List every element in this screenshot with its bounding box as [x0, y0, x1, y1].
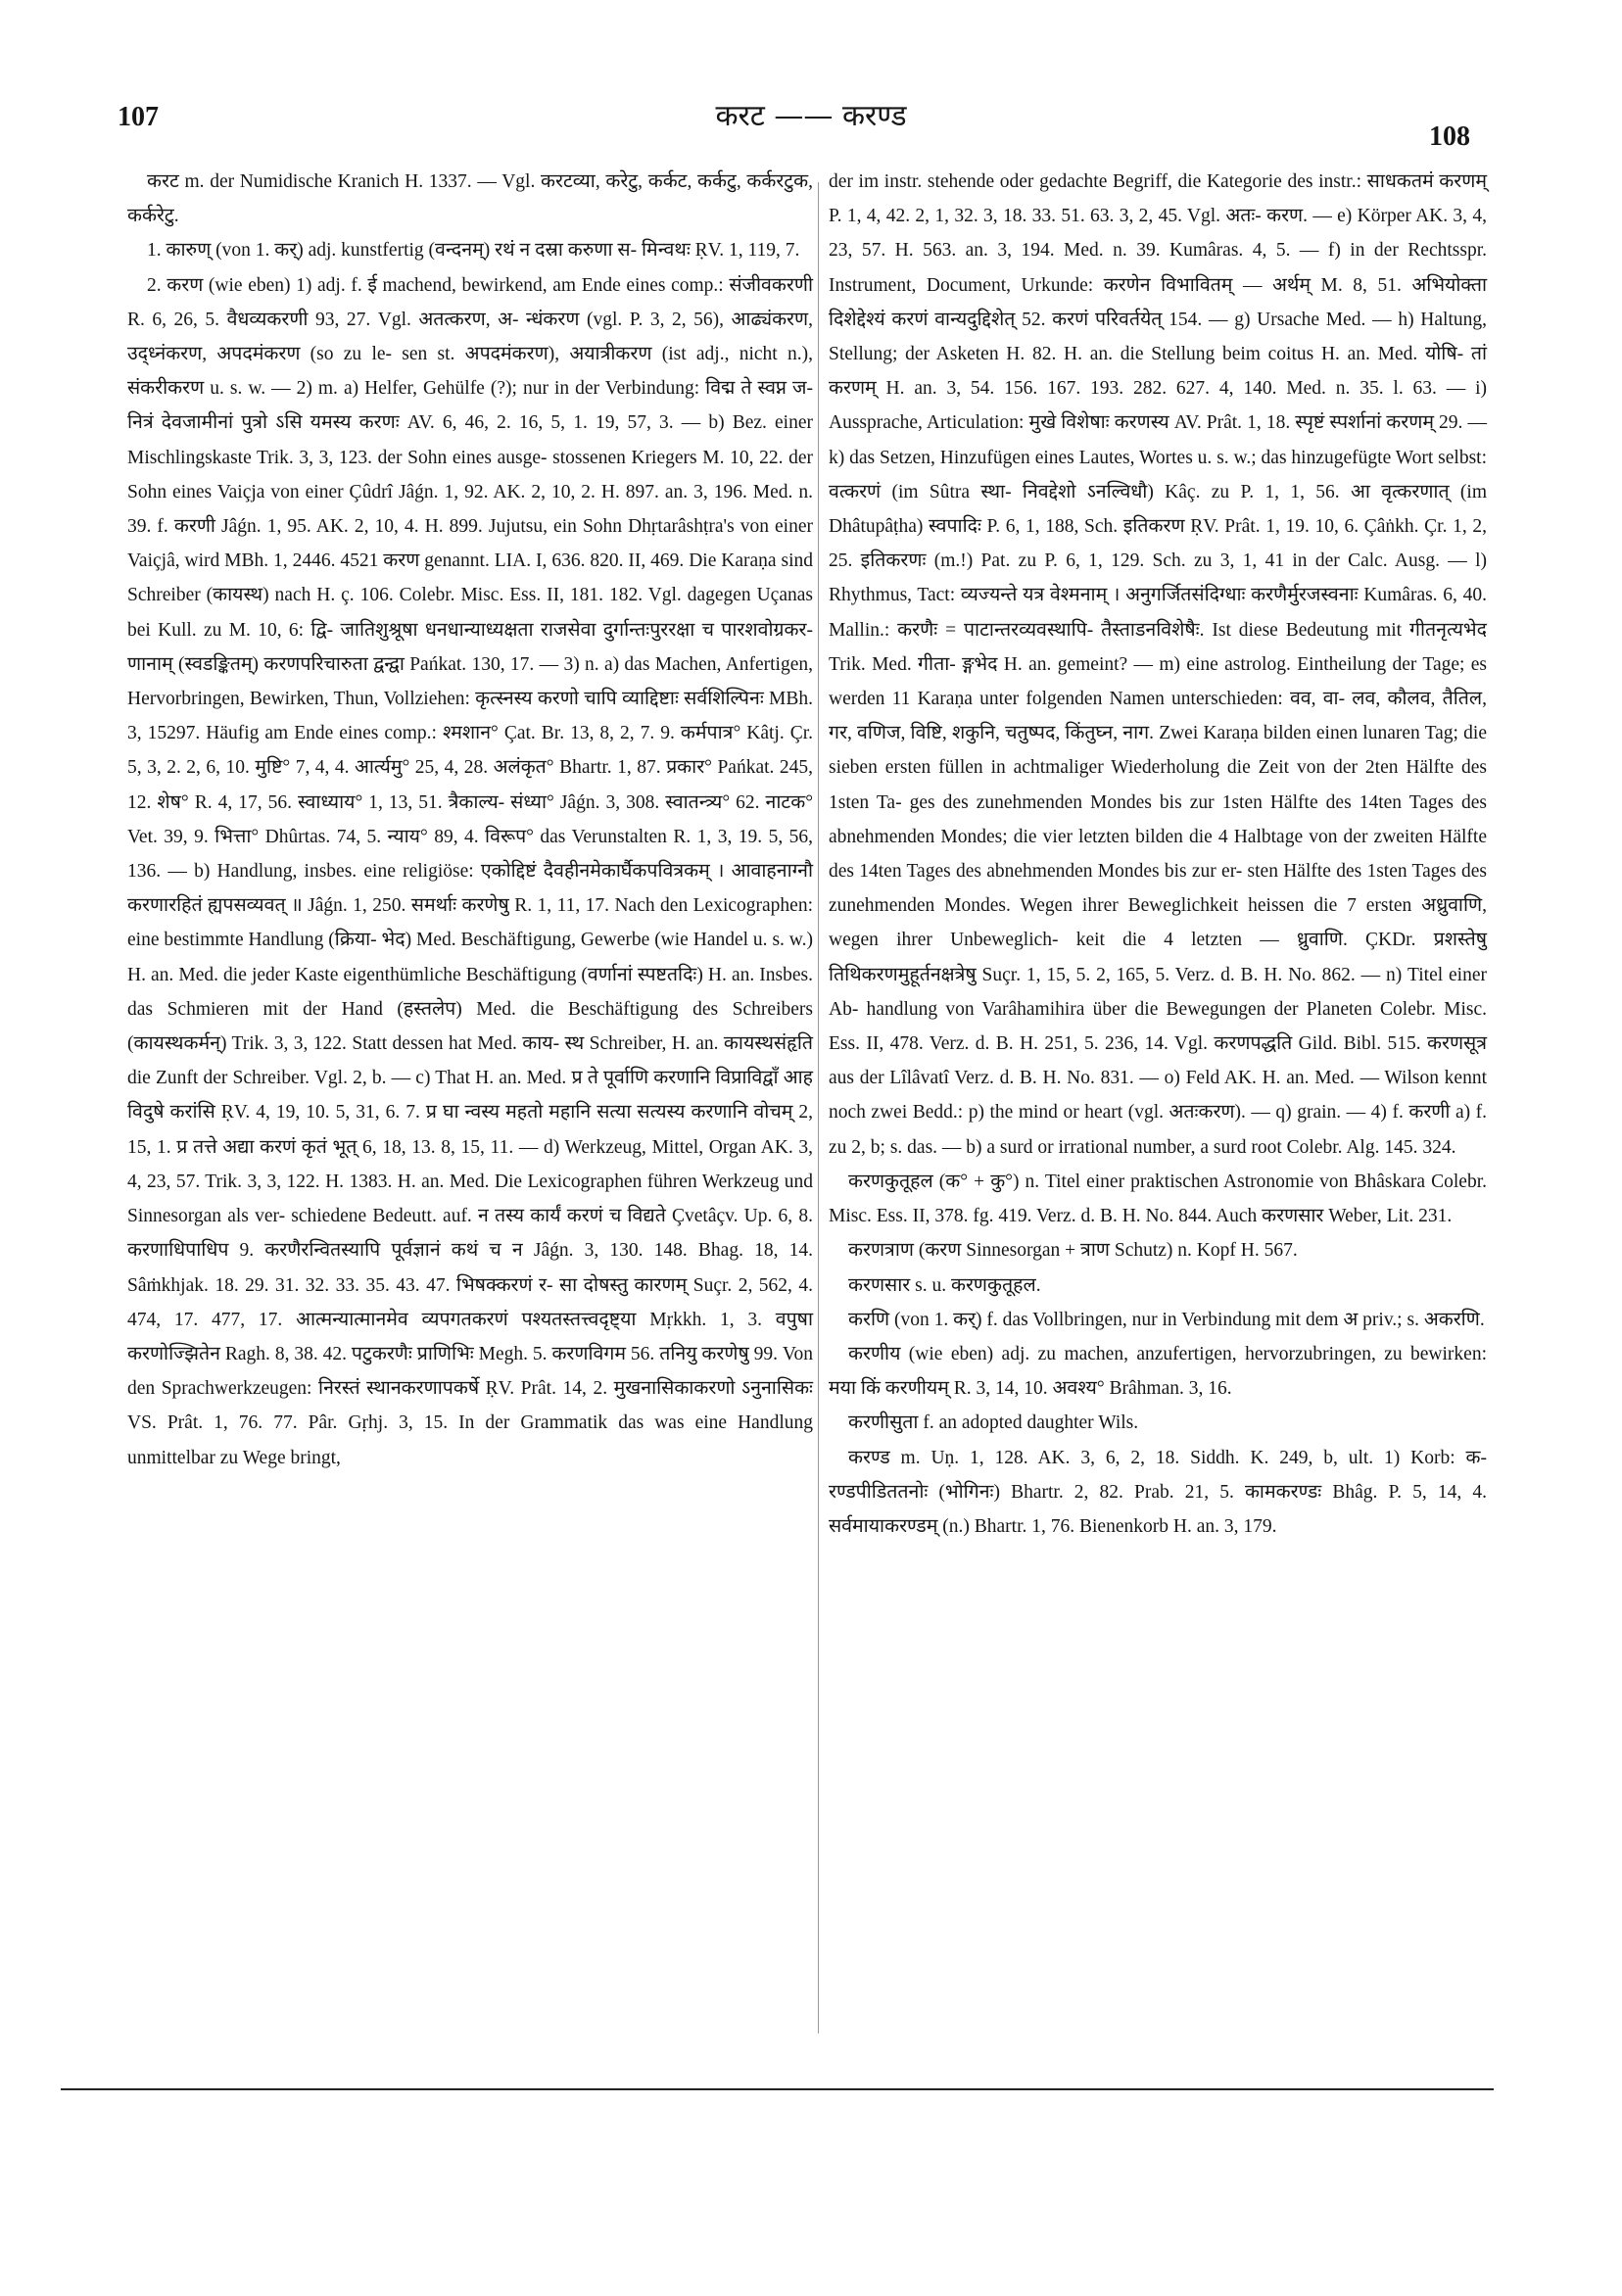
entry-karana: 2. करण (wie eben) 1) adj. f. ई machend, bewirkend, am Ende eines comp.: संजीवकरणी R. 6, 26, 5. वैधव्यकरणी 93, 27. Vgl. अतत्करण, अ- न्धंकरण (vgl. P. 3, 2, 56), आढ्यंकरण, उद्ध्नंकरण, अपदमंकरण (so zu le- sen st. अपदमंकरण), अयात्रीकरण (ist adj., nicht n.), संकरीकरण u. s. w. — 2) m. a) Helfer, Gehülfe (?); nur in der Verbindung: विद्म ते स्वप्न ज- नित्रं देवजामीनां पुत्रो ऽसि यमस्य करणः AV. 6, 46, 2. 16, 5, 1. 19, 57, 3. — b) Bez. einer Mischlingskaste Trik. 3, 3, 123. der Sohn eines ausge- stossenen Kriegers M. 10, 22. der Sohn eines Vaiçja von einer Çûdrî Jâǵn. 1, 92. AK. 2, 10, 2. H. 897. an. 3, 196. Med. n. 39. f. करणी Jâǵn. 1, 95. AK. 2, 10, 4. H. 899. Jujutsu, ein Sohn Dhṛtarâshṭra's von einer Vaiçjâ, wird MBh. 1, 2446. 4521 करण genannt. LIA. I, 636. 820. II, 469. Die Karaṇa sind Schreiber (कायस्थ) nach H. ç. 106. Colebr. Misc. Ess. II, 181. 182. Vgl. dagegen Uçanas bei Kull. zu M. 10, 6: द्वि- जातिशुश्रूषा धनधान्याध्यक्षता राजसेवा दुर्गान्तःपुररक्षा च पारशवोग्रकर- णानाम् (स्वडङ्कितम्) करणपरिचारुता द्वन्द्वा Pańkat. 130, 17. — 3) n. a) das Machen, Anfertigen, Hervorbringen, Bewirken, Thun, Vollziehen: कृत्स्नस्य करणो चापि व्याद्दिष्टाः सर्वशिल्पिनः MBh. 3, 15297. Häufig am Ende eines comp.: श्मशान° Çat. Br. 13, 8, 2, 7. 9. कर्मपात्र° Kâtj. Çr. 5, 3, 2. 2, 6, 10. मुष्टि° 7, 4, 4. आर्त्यमु° 25, 4, 28. अलंकृत° Bhartr. 1, 87. प्रकार° Pańkat. 245, 12. शेष° R. 4, 17, 56. स्वाध्याय° 1, 13, 51. त्रैकाल्य- संध्या° Jâǵn. 3, 308. स्वातन्त्र्य° 62. नाटक° Vet. 39, 9. भित्ता° Dhûrtas. 74, 5. न्याय° 89, 4. विरूप° das Verunstalten R. 1, 3, 19. 5, 56, 136. — b) Handlung, insbes. eine religiöse: एकोद्दिष्टं दैवहीनमेकार्घैकपवित्रकम् । आवाहनाग्नौ करणारहितं ह्यपसव्यवत् ॥ Jâǵn. 1, 250. समर्थाः करणेषु R. 1, 11, 17. Nach den Lexicographen: eine bestimmte Handlung (क्रिया- भेद) Med. Beschäftigung, Gewerbe (wie Handel u. s. w.) H. an. Med. die jeder Kaste eigenthümliche Beschäftigung (वर्णानां स्पष्टतदिः) H. an. Insbes. das Schmieren mit der Hand (हस्तलेप) Med. die Beschäftigung des Schreibers (कायस्थकर्मन्) Trik. 3, 3, 122. Statt dessen hat Med. काय- स्थ Schreiber, H. an. कायस्थसंहृति die Zunft der Schreiber. Vgl. 2, b. — c) That H. an. Med. प्र ते पूर्वाणि करणानि विप्राविद्वाँ आह विदुषे करांसि ṚV. 4, 19, 10. 5, 31, 6. 7. प्र घा न्वस्य महतो महानि सत्या सत्यस्य करणानि वोचम् 2, 15, 1. प्र तत्ते अद्या करणं कृतं भूत् 6, 18, 13. 8, 15, 11. — d) Werkzeug, Mittel, Organ AK. 3, 4, 23, 57. Trik. 3, 3, 122. H. 1383. H. an. Med. Die Lexicographen führen Werkzeug und Sinnesorgan als ver- schiedene Bedeutt. auf. न तस्य कार्यं करणं च विद्यते Çvetâçv. Up. 6, 8. करणाधिपाधिप 9. करणैरन्वितस्यापि पूर्वज्ञानं कथं च न Jâǵn. 3, 130. 148. Bhag. 18, 14. Sâṁkhjak. 18. 29. 31. 32. 33. 35. 43. 47. भिषक्करणं र- सा दोषस्तु कारणम् Suçr. 2, 562, 4. 474, 17. 477, 17. आत्मन्यात्मानमेव व्यपगतकरणं पश्यतस्तत्त्वदृष्ट्या Mṛkkh. 1, 3. वपुषा करणोज्झितेन Ragh. 8, 38. 42. पटुकरणैः प्राणिभिः Megh. 5. करणविगम 56. तनियु करणेषु 99. Von den Sprachwerkzeugen: निरस्तं स्थानकरणापकर्षे ṚV. Prât. 14, 2. मुखनासिकाकरणो ऽनुनासिकः VS. Prât. 1, 76. 77. Pâr. Gṛhj. 3, 15. In der Grammatik das was eine Handlung unmittelbar zu Wege bringt, [127, 274, 813, 1468]
entry-karanakutuhala: करणकुतूहल (क° + कु°) n. Titel einer praktischen Astronomie von Bhâskara Colebr. Misc. Ess. II, 378. fg. 419. Verz. d. B. H. No. 844. Auch करणसार Weber, Lit. 231. [829, 1171, 1487, 1227]
entry-karanisuta: करणीसुता f. an adopted daughter Wils. [848, 1412, 1139, 1434]
entry-karata: करट m. der Numidische Kranich H. 1337. — Vgl. करटव्या, करेटु, कर्कट, कर्कटु, कर्करटुक, कर्करेटु. [127, 171, 813, 227]
left-column [127, 165, 813, 1475]
entry-karani: करणि (von 1. कर्) f. das Vollbringen, nur in Verbindung mit dem अ priv.; s. अकरणि. [848, 1309, 1485, 1330]
entry-karaniya: करणीय (wie eben) adj. zu machen, anzufertigen, hervorzubringen, zu bewirken: मया किं करणीयम् R. 3, 14, 10. अवश्य° Brâhman. 3, 16. [829, 1343, 1487, 1400]
right-column [829, 165, 1487, 1544]
running-head: करट —— करण्ड [715, 99, 907, 133]
entry-karana-continued: der im instr. stehende oder gedachte Begriff, die Kategorie des instr.: साधकतमं करणम् P. 1, 4, 42. 2, 1, 32. 3, 18. 33. 51. 63. 3, 2, 45. Vgl. अतः- करण. — e) Körper AK. 3, 4, 23, 57. H. 563. an. 3, 194. Med. n. 39. Kumâras. 4, 5. — f) in der Rechtsspr. Instrument, Document, Urkunde: करणेन विभावितम् — अर्थम् M. 8, 51. अभियोक्ता दिशेद्देश्यं करणं वान्यदुद्दिशेत् 52. करणं परिवर्तयेत् 154. — g) Ursache Med. — h) Haltung, Stellung; der Asketen H. 82. H. an. die Stellung beim coitus H. an. Med. योषि- तां करणम् H. an. 3, 54. 156. 167. 193. 282. 627. 4, 140. Med. n. 35. l. 63. — i) Aussprache, Articulation: मुखे विशेषाः करणस्य AV. Prât. 1, 18. स्पृष्टं स्पर्शानां करणम् 29. — k) das Setzen, Hinzufügen eines Lautes, Wortes u. s. w.; das hinzugefügte Wort selbst: वत्करणं (im Sûtra स्था- निवद्देशो ऽनल्विधौ) Kâç. zu P. 1, 1, 56. आ वृत्करणात् (im Dhâtupâṭha) स्वपादिः P. 6, 1, 188, Sch. इतिकरण ṚV. Prât. 1, 19. 10, 6. Çâṅkh. Çr. 1, 2, 25. इतिकरणः (m.!) Pat. zu P. 6, 1, 129. Sch. zu 3, 1, 41 in der Calc. Ausg. — l) Rhythmus, Tact: व्यज्यन्ते यत्र वेश्मनाम् । अनुगर्जितसंदिग्धाः करणैर्मुरजस्वनाः Kumâras. 6, 40. Mallin.: करणैः = पाटान्तरव्यवस्थापि- तैस्ताडनविशेषैः. Ist diese Bedeutung mit गीतनृत्यभेद Trik. Med. गीता- ङ्गभेद H. an. gemeint? — m) eine astrolog. Eintheilung der Tage; es werden 11 Karaṇa unter folgenden Namen unterschieden: वव, वा- लव, कौलव, तैतिल, गर, वणिज, विष्टि, शकुनि, चतुष्पद, किंतुघ्न, नाग. Zwei Karaṇa bilden einen lunaren Tag; die sieben ersten füllen in achtmaliger Wiederholung die Zeit von der 2ten Hälfte des 1sten Ta- ges des zunehmenden Mondes bis zur 1sten Hälfte des 14ten Tages des abnehmenden Mondes; die vier letzten bilden die 4 Halbtage von der zweiten Hälfte des 14ten Tages des abnehmenden Mondes bis zur er- sten Hälfte des 1sten Tages des zunehmenden Mondes. Wegen ihrer Beweglichkeit heissen die 7 ersten अध्रुवाणि, wegen ihrer Unbeweglich- keit die 4 letzten — ध्रुवाणि. ÇKDr. प्रशस्तेषु तिथिकरणमुहूर्तनक्षत्रेषु Suçr. 1, 15, 5. 2, 165, 5. Verz. d. B. H. No. 862. — n) Titel einer Ab- handlung von Varâhamihira über die Bewegungen der Planeten Colebr. Misc. Ess. II, 478. Verz. d. B. H. 251, 5. 236, 14. Vgl. करणपद्धति Gild. Bibl. 515. करणसूत्र aus der Lîlâvatî Verz. d. B. H. No. 831. — o) Feld AK. H. an. Med. — Wilson kennt noch zwei Bedd.: p) the mind or heart (vgl. अतःकरण). — q) grain. — 4) f. करणी a) f. zu 2, b; s. das. — b) a surd or irrational number, a surd root Colebr. Alg. 145. 324. [829, 171, 1487, 1158]
left-page-number: 107 [118, 102, 159, 132]
entry-karanasara: करणसार s. u. करणकुतूहल. [848, 1274, 1041, 1296]
column-divider [818, 182, 819, 2033]
entry-karanatrana: करणत्राण (करण Sinnesorgan + त्राण Schutz) n. Kopf H. 567. [848, 1240, 1298, 1262]
entry-karuna: 1. कारुण् (von 1. कर्) adj. kunstfertig (वन्दनम्) रथं न दस्रा करुणा स- मिन्वथः ṚV. 1, 119, 7. [147, 240, 800, 262]
right-page-number: 108 [1429, 121, 1470, 152]
footer-rule [61, 2088, 1494, 2090]
entry-karanda: करण्ड m. Uṇ. 1, 128. AK. 3, 6, 2, 18. Siddh. K. 249, b, ult. 1) Korb: क- रण्डपीडिततनोः (भोगिनः) Bhartr. 2, 82. Prab. 21, 5. कामकरण्डः Bhâg. P. 5, 14, 4. सर्वमायाकरण्डम् (n.) Bhartr. 1, 76. Bienenkorb H. an. 3, 179. [829, 1447, 1487, 1537]
